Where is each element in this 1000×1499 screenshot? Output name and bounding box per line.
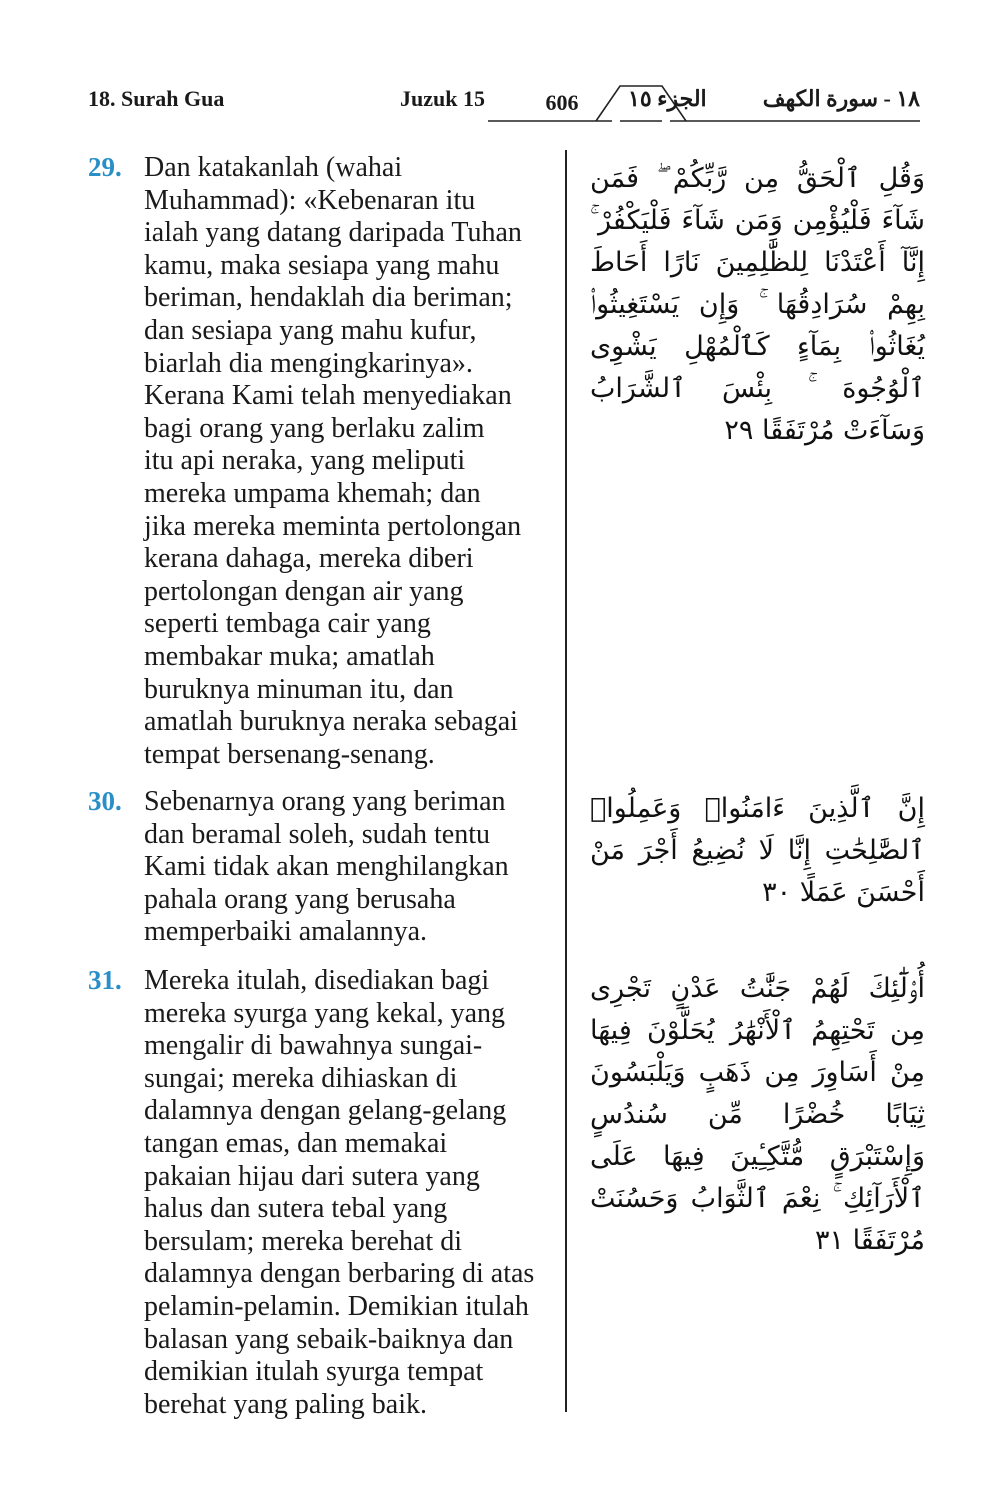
arabic-surah-title: ١٨ - سورة الكهف bbox=[762, 86, 920, 111]
verse-translation: Mereka itulah, disediakan bagi mereka syurga yang kekal, yang mengalir di bawahnya sungai- sungai; mereka dihiaskan di dalamnya dengan gelang-gelang tangan emas, dan memakai pakaian hijau dari sutera yang halus dan sutera tebal yang bersulam; mereka berehat di dalamnya dengan berbaring di atas pelamin-pelamin. Demikian itulah balasan yang sebaik-baiknya dan demikian itulah syurga tempat berehat yang paling baik. bbox=[144, 965, 535, 1420]
column-divider bbox=[565, 150, 567, 1412]
verse-translation: Dan katakanlah (wahai Muhammad): «Kebenaran itu ialah yang datang daripada Tuhan kamu, maka sesiapa yang mahu beriman, hendaklah dia beriman; dan sesiapa yang mahu kufur, biarlah dia mengingkarinya». Kerana Kami telah menyediakan bagi orang yang berlaku zalim itu api neraka, yang meliputi mereka umpama khemah; dan jika mereka meminta pertolongan kerana dahaga, mereka diberi pertolongan dengan air yang seperti tembaga cair yang membakar muka; amatlah buruknya minuman itu, dan amatlah buruknya neraka sebagai tempat bersenang-senang. bbox=[144, 152, 522, 770]
verse-31-arabic: أُو۟لَٰٓئِكَ لَهُمْ جَنَّٰتُ عَدْنٍ تَجْرِى مِن تَحْتِهِمُ ٱلْأَنْهَٰرُ يُحَلَّوْنَ فِيهَا مِنْ أَسَاوِرَ مِن ذَهَبٍ وَيَلْبَسُونَ ثِيَابًا خُضْرًا مِّن سُندُسٍ وَإِسْتَبْرَقٍ مُّتَّكِـِٔينَ فِيهَا عَلَى ٱلْأَرَآئِكِ ۚ نِعْمَ ٱلثَّوَابُ وَحَسُنَتْ مُرْتَفَقًا ٣١ bbox=[590, 973, 925, 1256]
verse-translation: Sebenarnya orang yang beriman dan beramal soleh, sudah tentu Kami tidak akan menghilangkan pahala orang yang berusaha memperbaiki amalannya. bbox=[144, 786, 509, 948]
verse-number: 30. bbox=[88, 786, 122, 816]
verse-29-arabic: وَقُلِ ٱلْحَقُّ مِن رَّبِّكُمْ ۖ فَمَن شَآءَ فَلْيُؤْمِن وَمَن شَآءَ فَلْيَكْفُرْ ۚ إِنَّآ أَعْتَدْنَا لِلظَّٰلِمِينَ نَارًا أَحَاطَ بِهِمْ سُرَادِقُهَا ۚ وَإِن يَسْتَغِيثُوا۟ يُغَاثُوا۟ بِمَآءٍ كَٱلْمُهْلِ يَشْوِى ٱلْوُجُوهَ ۚ بِئْسَ ٱلشَّرَابُ وَسَآءَتْ مُرْتَفَقًا ٢٩ bbox=[590, 163, 925, 446]
juz-label: Juzuk 15 bbox=[400, 86, 485, 111]
arabic-juz-label: الجزء ١٥ bbox=[628, 86, 707, 111]
page-number: 606 bbox=[545, 90, 579, 115]
verse-30-arabic: إِنَّ ٱلَّذِينَ ءَامَنُوا۟ وَعَمِلُوا۟ ٱلصَّٰلِحَٰتِ إِنَّا لَا نُضِيعُ أَجْرَ مَنْ أَحْسَنَ عَمَلًا ٣٠ bbox=[590, 793, 925, 908]
verse-number: 31. bbox=[88, 965, 122, 995]
page-header bbox=[88, 80, 920, 124]
surah-title: 18. Surah Gua bbox=[88, 86, 225, 111]
verse-number: 29. bbox=[88, 152, 122, 182]
